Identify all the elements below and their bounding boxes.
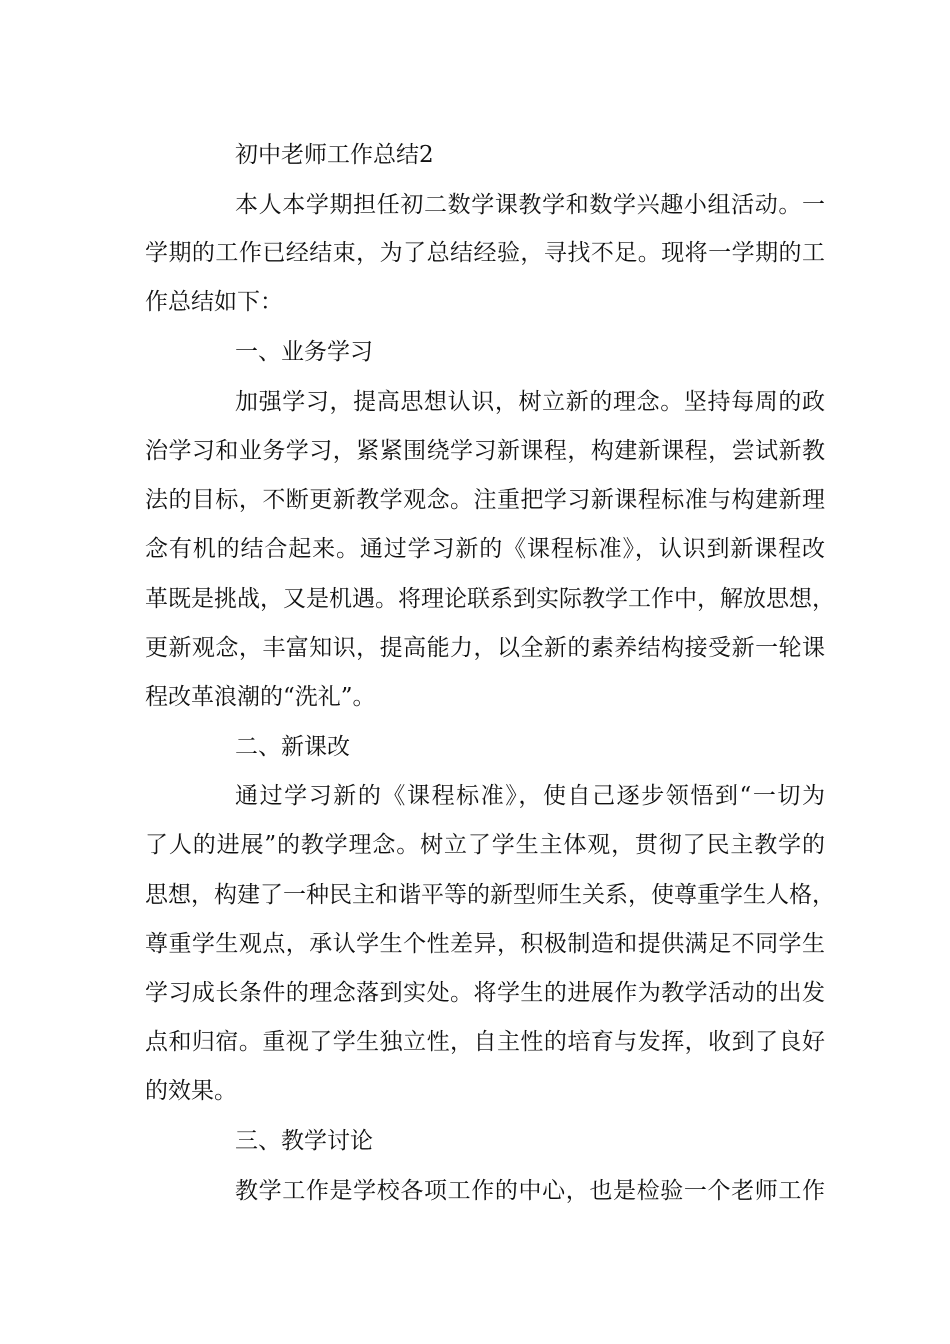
paragraph-line: 作总结如下： (145, 289, 283, 315)
paragraph-line: 学习成长条件的理念落到实处。将学生的进展作为教学活动的出发 (145, 980, 825, 1006)
paragraph-line: 通过学习新的《课程标准》，使自己逐步领悟到“一切为 (235, 783, 825, 809)
section-heading: 二、新课改 (235, 734, 350, 760)
paragraph-line: 治学习和业务学习，紧紧围绕学习新课程，构建新课程，尝试新教 (145, 438, 825, 464)
paragraph-line: 教学工作是学校各项工作的中心，也是检验一个老师工作 (235, 1178, 825, 1204)
document-title: 初中老师工作总结2 (235, 142, 434, 168)
paragraph-line: 念有机的结合起来。通过学习新的《课程标准》，认识到新课程改 (145, 536, 825, 562)
paragraph-line: 本人本学期担任初二数学课教学和数学兴趣小组活动。一 (235, 192, 825, 218)
paragraph-line: 尊重学生观点，承认学生个性差异，积极制造和提供满足不同学生 (145, 931, 825, 957)
paragraph-line: 革既是挑战，又是机遇。将理论联系到实际教学工作中，解放思想， (145, 586, 835, 612)
section-heading: 一、业务学习 (235, 339, 373, 365)
paragraph-line: 了人的进展”的教学理念。树立了学生主体观，贯彻了民主教学的 (145, 832, 825, 858)
paragraph-line: 更新观念，丰富知识，提高能力，以全新的素养结构接受新一轮课 (145, 635, 825, 661)
paragraph-line: 的效果。 (145, 1078, 237, 1104)
paragraph-line: 程改革浪潮的“洗礼”。 (145, 684, 376, 710)
paragraph-line: 思想，构建了一种民主和谐平等的新型师生关系，使尊重学生人格， (145, 882, 835, 908)
paragraph-line: 点和归宿。重视了学生独立性，自主性的培育与发挥，收到了良好 (145, 1029, 825, 1055)
paragraph-line: 学期的工作已经结束，为了总结经验，寻找不足。现将一学期的工 (145, 240, 825, 266)
paragraph-line: 法的目标，不断更新教学观念。注重把学习新课程标准与构建新理 (145, 487, 825, 513)
paragraph-line: 加强学习，提高思想认识，树立新的理念。坚持每周的政 (235, 389, 825, 415)
section-heading: 三、教学讨论 (235, 1128, 373, 1154)
